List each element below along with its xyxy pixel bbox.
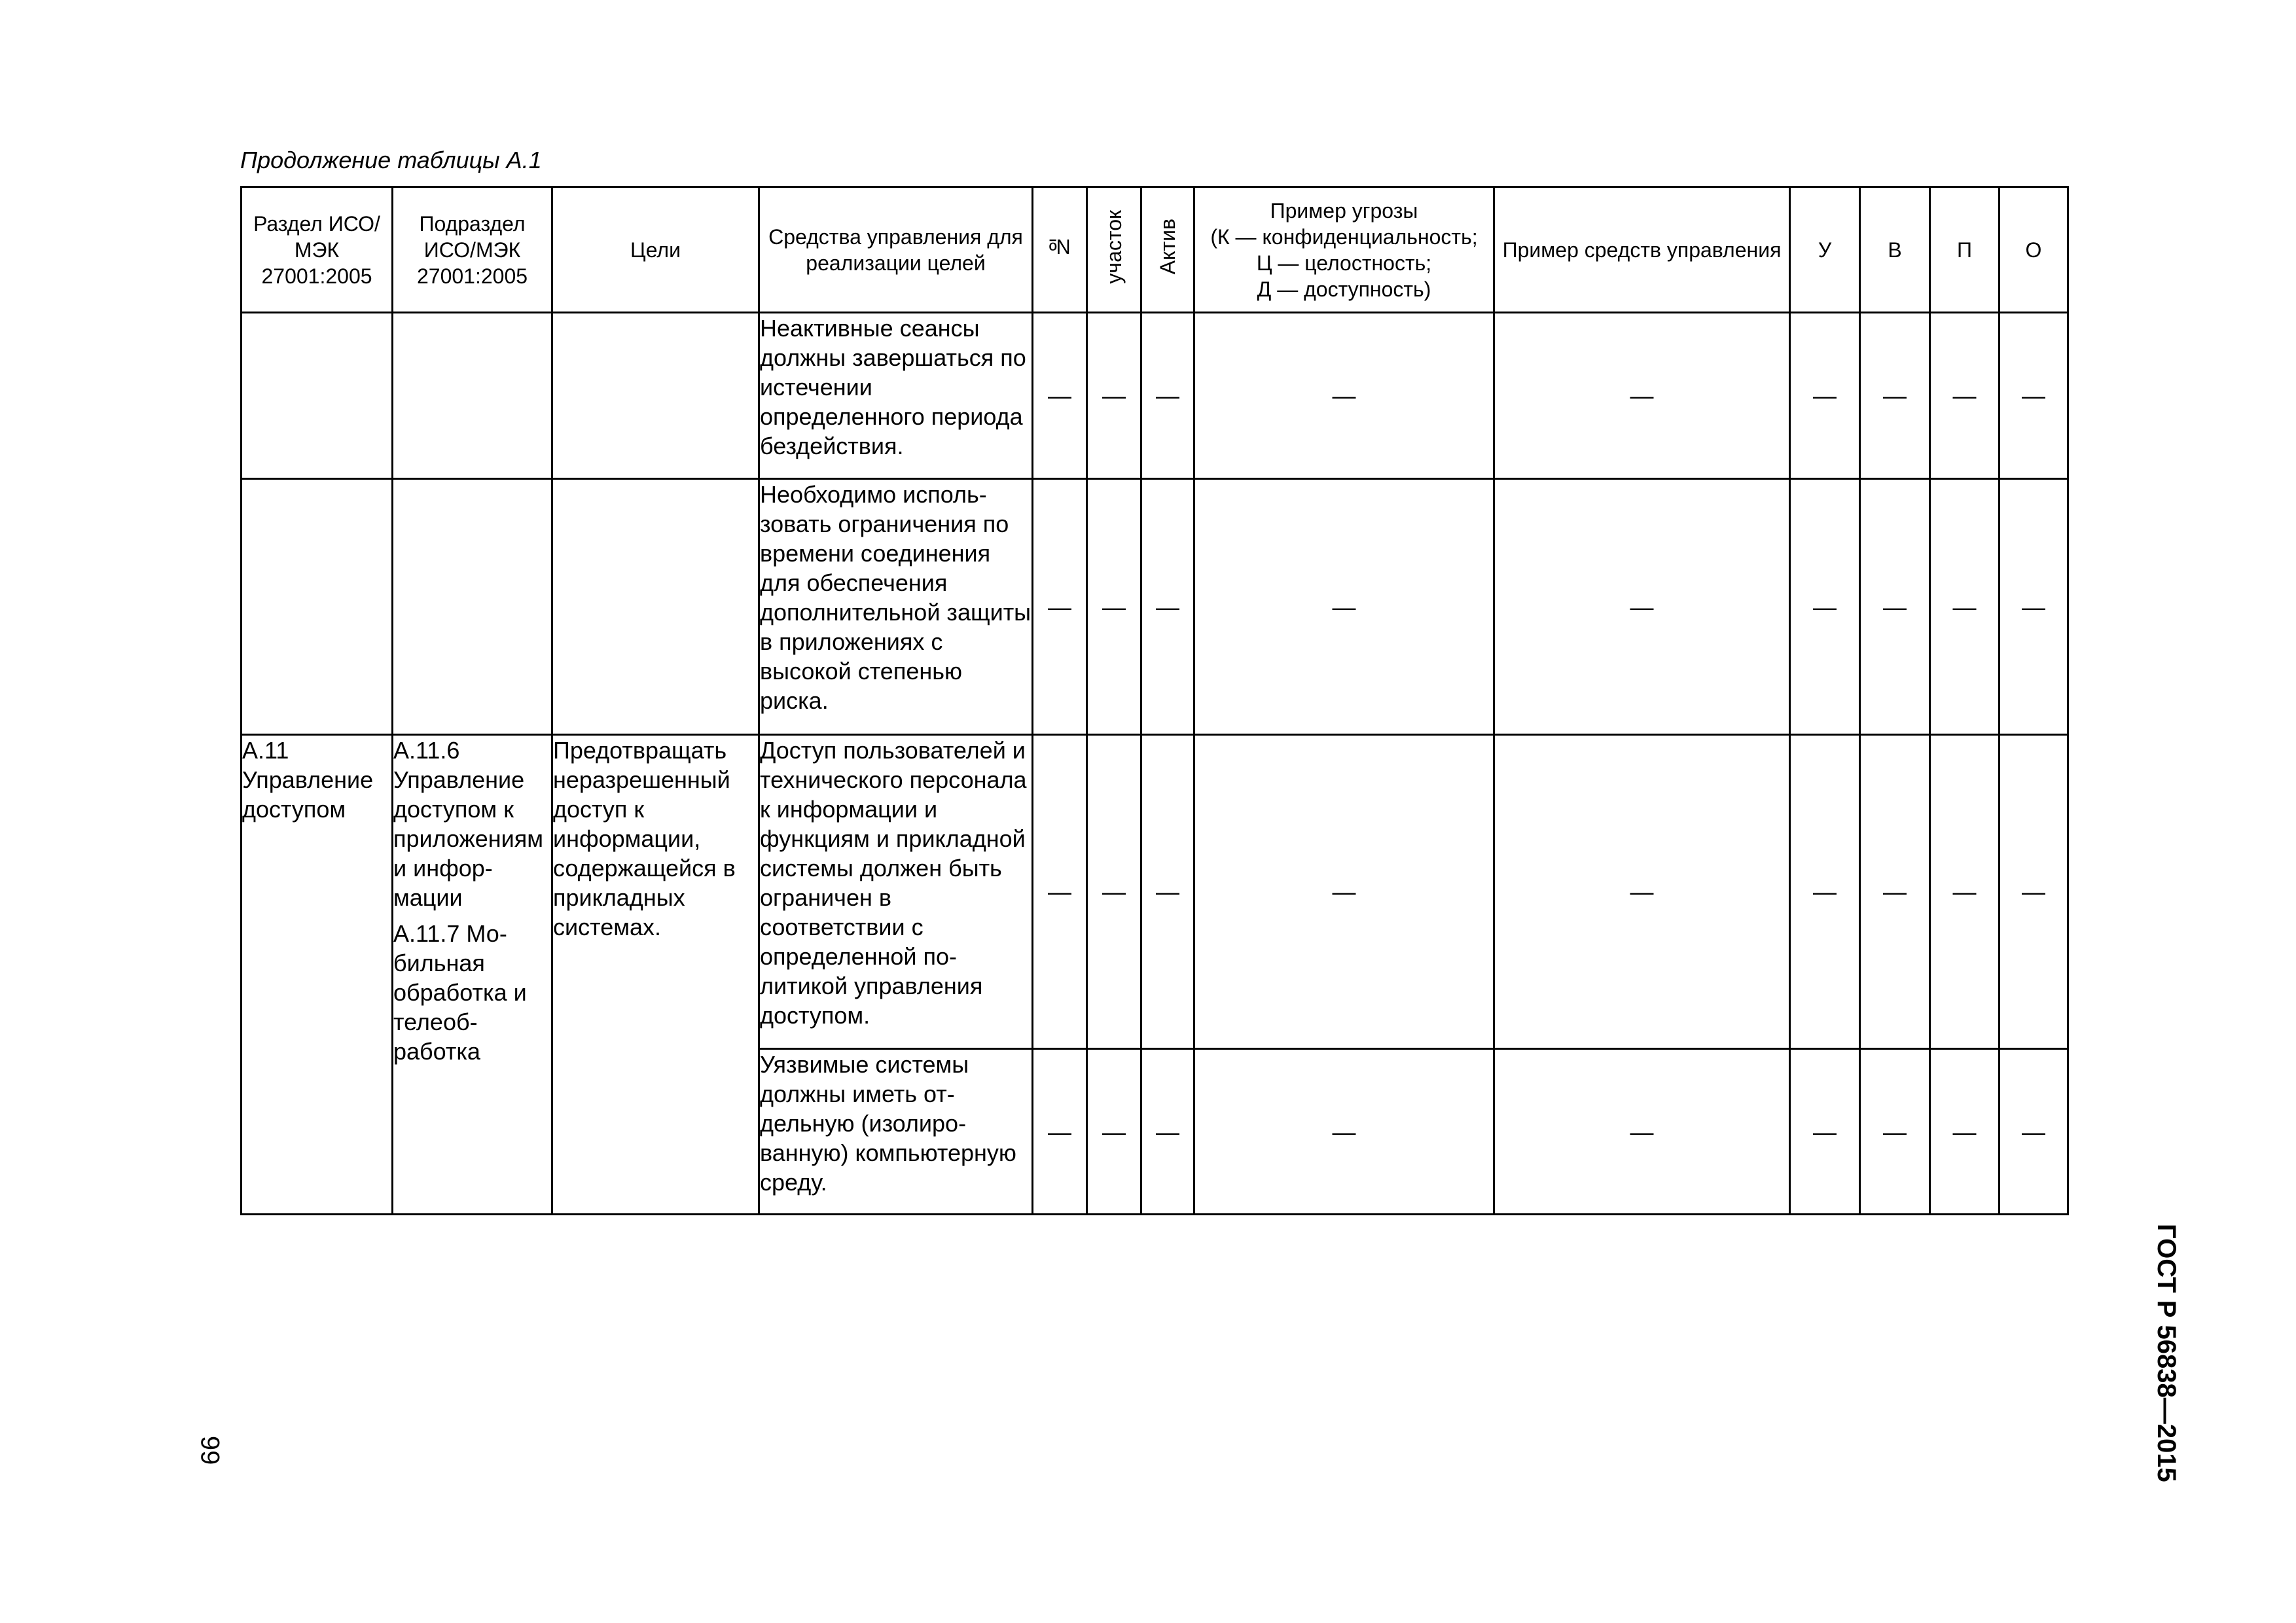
control-cell: Необходимо использовать ограничения по времени соединения для обеспечения дополнительной защиты в приложениях с высокой степенью риска. (759, 479, 1033, 735)
area-cell: — (1087, 1049, 1141, 1215)
table-row (242, 479, 2068, 735)
header-threat-example (1194, 187, 1494, 313)
p-cell: — (1930, 479, 2000, 735)
header-subsection: Подраздел ИСО/МЭК 27001:2005 (393, 187, 552, 313)
v-cell: — (1860, 479, 1930, 735)
asset-cell: — (1141, 735, 1194, 1049)
subsection-a11-6: А.11.6 Управление доступом к приложениям и информации (393, 737, 543, 911)
header-goals: Цели (552, 187, 759, 313)
header-area (1087, 187, 1141, 313)
example-control-cell: — (1494, 313, 1790, 479)
goal-cell (552, 479, 759, 735)
header-section: Раздел ИСО/МЭК 27001:2005 (242, 187, 393, 313)
header-asset-text: Актив (1156, 219, 1179, 275)
subsection-cell (393, 313, 552, 479)
p-cell: — (1930, 313, 2000, 479)
num-cell: — (1033, 1049, 1087, 1215)
section-cell (242, 313, 393, 479)
header-u: У (1790, 187, 1860, 313)
example-control-cell: — (1494, 479, 1790, 735)
u-cell: — (1790, 313, 1860, 479)
header-area-text: участок (1102, 209, 1126, 284)
example-control-cell: — (1494, 1049, 1790, 1215)
area-cell: — (1087, 735, 1141, 1049)
example-control-cell: — (1494, 735, 1790, 1049)
header-row (242, 187, 2068, 313)
threat-cell: — (1194, 1049, 1494, 1215)
header-p: П (1930, 187, 2000, 313)
threat-line-3: Ц — целостность; (1256, 251, 1432, 275)
subsection-cell (393, 735, 552, 1215)
table-row (242, 313, 2068, 479)
v-cell: — (1860, 735, 1930, 1049)
table-caption: Продолжение таблицы А.1 (240, 147, 542, 173)
control-cell: Уязвимые системы должны иметь отдельную (изолированную) компьютерную среду. (759, 1049, 1033, 1215)
header-number-text: № (1048, 235, 1071, 259)
num-cell: — (1033, 479, 1087, 735)
threat-cell: — (1194, 735, 1494, 1049)
u-cell: — (1790, 479, 1860, 735)
section-cell (242, 479, 393, 735)
threat-line-2: (К — конфиденциальность; (1210, 224, 1478, 249)
o-cell: — (2000, 313, 2068, 479)
v-cell: — (1860, 313, 1930, 479)
asset-cell: — (1141, 313, 1194, 479)
standard-code: ГОСТ Р 56838—2015 (2152, 1224, 2181, 1482)
num-cell: — (1033, 313, 1087, 479)
o-cell: — (2000, 735, 2068, 1049)
threat-cell: — (1194, 313, 1494, 479)
o-cell: — (2000, 1049, 2068, 1215)
header-v: В (1860, 187, 1930, 313)
threat-cell: — (1194, 479, 1494, 735)
header-number (1033, 187, 1087, 313)
asset-cell: — (1141, 479, 1194, 735)
header-o: О (2000, 187, 2068, 313)
u-cell: — (1790, 1049, 1860, 1215)
u-cell: — (1790, 735, 1860, 1049)
control-cell: Доступ пользователей и технического персонала к информации и функциям и прикладной системы должен быть ограничен в соответствии с определенной политикой управления доступом. (759, 735, 1033, 1049)
num-cell: — (1033, 735, 1087, 1049)
goal-cell (552, 313, 759, 479)
header-asset (1141, 187, 1194, 313)
asset-cell: — (1141, 1049, 1194, 1215)
o-cell: — (2000, 479, 2068, 735)
header-example-controls: Пример средств управления (1494, 187, 1790, 313)
threat-line-1: Пример угрозы (1270, 198, 1418, 223)
subsection-a11-7: А.11.7 Мобильная обработка и телеобработка (393, 920, 527, 1065)
page-number: 66 (196, 1436, 225, 1465)
threat-line-4: Д — доступность) (1257, 277, 1431, 301)
p-cell: — (1930, 1049, 2000, 1215)
control-cell: Неактивные сеансы должны завершаться по истечении определенного периода бездействия. (759, 313, 1033, 479)
v-cell: — (1860, 1049, 1930, 1215)
section-cell: А.11 Управление доступом (242, 735, 393, 1215)
goal-cell: Предотвращать неразрешенный доступ к информации, содержащейся в прикладных системах. (552, 735, 759, 1215)
p-cell: — (1930, 735, 2000, 1049)
subsection-cell (393, 479, 552, 735)
table-row (242, 735, 2068, 1049)
controls-table (240, 186, 2069, 1215)
header-controls: Средства управления для реализации целей (759, 187, 1033, 313)
area-cell: — (1087, 479, 1141, 735)
area-cell: — (1087, 313, 1141, 479)
